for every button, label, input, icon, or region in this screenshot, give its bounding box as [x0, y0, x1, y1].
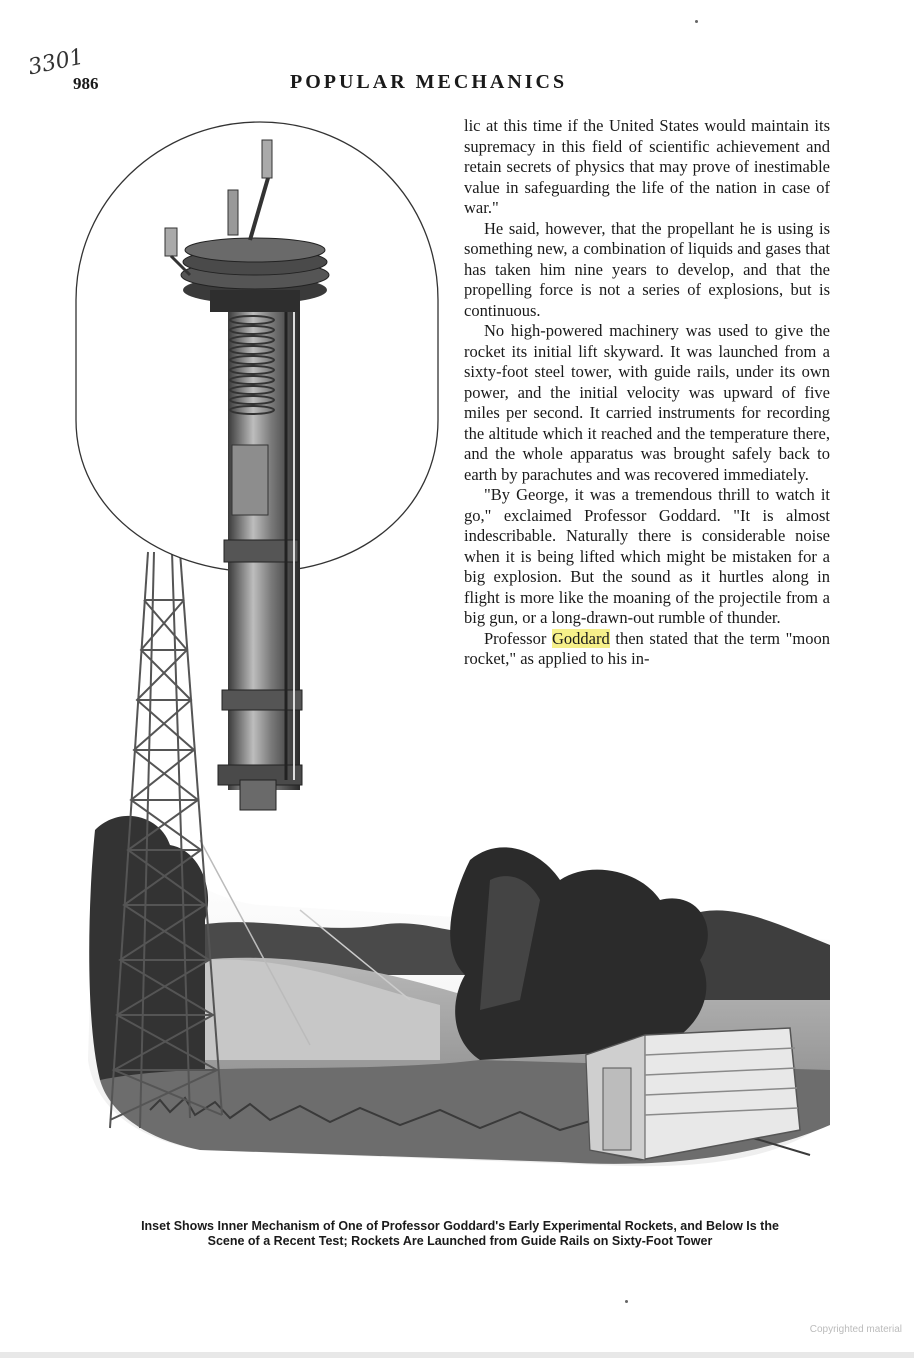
figure-caption — [90, 1219, 830, 1249]
copyright-notice: Copyrighted material — [809, 1324, 902, 1335]
text-run: He said, however, that the propellant he is using is something new, a combination of liquids and gases that has taken him nine years to develop, and that the propelling force is not a series of explosions, but is continuous. — [464, 218, 830, 320]
speck — [625, 1300, 628, 1303]
bottom-bar — [0, 1352, 914, 1358]
text-run: lic at this time if the United States would maintain its supremacy in this field of scientific achievement and retain secrets of physics that may prove of inestimable value in safeguarding the life of the nation in case of war." — [464, 116, 830, 217]
text-run: Professor — [484, 628, 552, 648]
article-text — [464, 116, 830, 670]
article-paragraph — [464, 629, 830, 670]
caption-line: Inset Shows Inner Mechanism of One of Professor Goddard's Early Experimental Rockets, and Below Is the — [141, 1219, 779, 1233]
text-run: No high-powered machinery was used to give the rocket its initial lift skyward. It was launched from a sixty-foot steel tower, with guide rails, under its own power, and the initial velocity was upward of five miles per second. It carried instruments for recording the altitude which it reached and the temperature there, and the whole apparatus was brought safely back to earth by parachutes and was recovered immediately. — [464, 321, 830, 484]
article-paragraph — [464, 321, 830, 485]
text-run: then stated that the term "moon rocket," as applied to his in- — [464, 628, 830, 668]
landscape-scene — [88, 816, 830, 1166]
article-paragraph — [464, 485, 830, 629]
article-paragraph — [464, 219, 830, 322]
handwritten-note: 3301 — [26, 44, 86, 81]
caption-line: Scene of a Recent Test; Rockets Are Launched from Guide Rails on Sixty-Foot Tower — [207, 1234, 713, 1248]
text-run: "By George, it was a tremendous thrill to watch it go," exclaimed Professor Goddard. "It is almost indescribable. Naturally there is considerable noise when it is being lifted which might be mistaken for a big explosion. But the sound as it hurtles along in flight is more like the moaning of the projectile from a big gun, or a long-drawn-out rumble of thunder. — [464, 485, 830, 627]
magazine-title: POPULAR MECHANICS — [290, 71, 568, 93]
page-number: 986 — [73, 74, 99, 93]
highlighted-word: Goddard — [551, 628, 610, 648]
article-paragraph — [464, 116, 830, 219]
rocket-inset — [76, 122, 438, 810]
